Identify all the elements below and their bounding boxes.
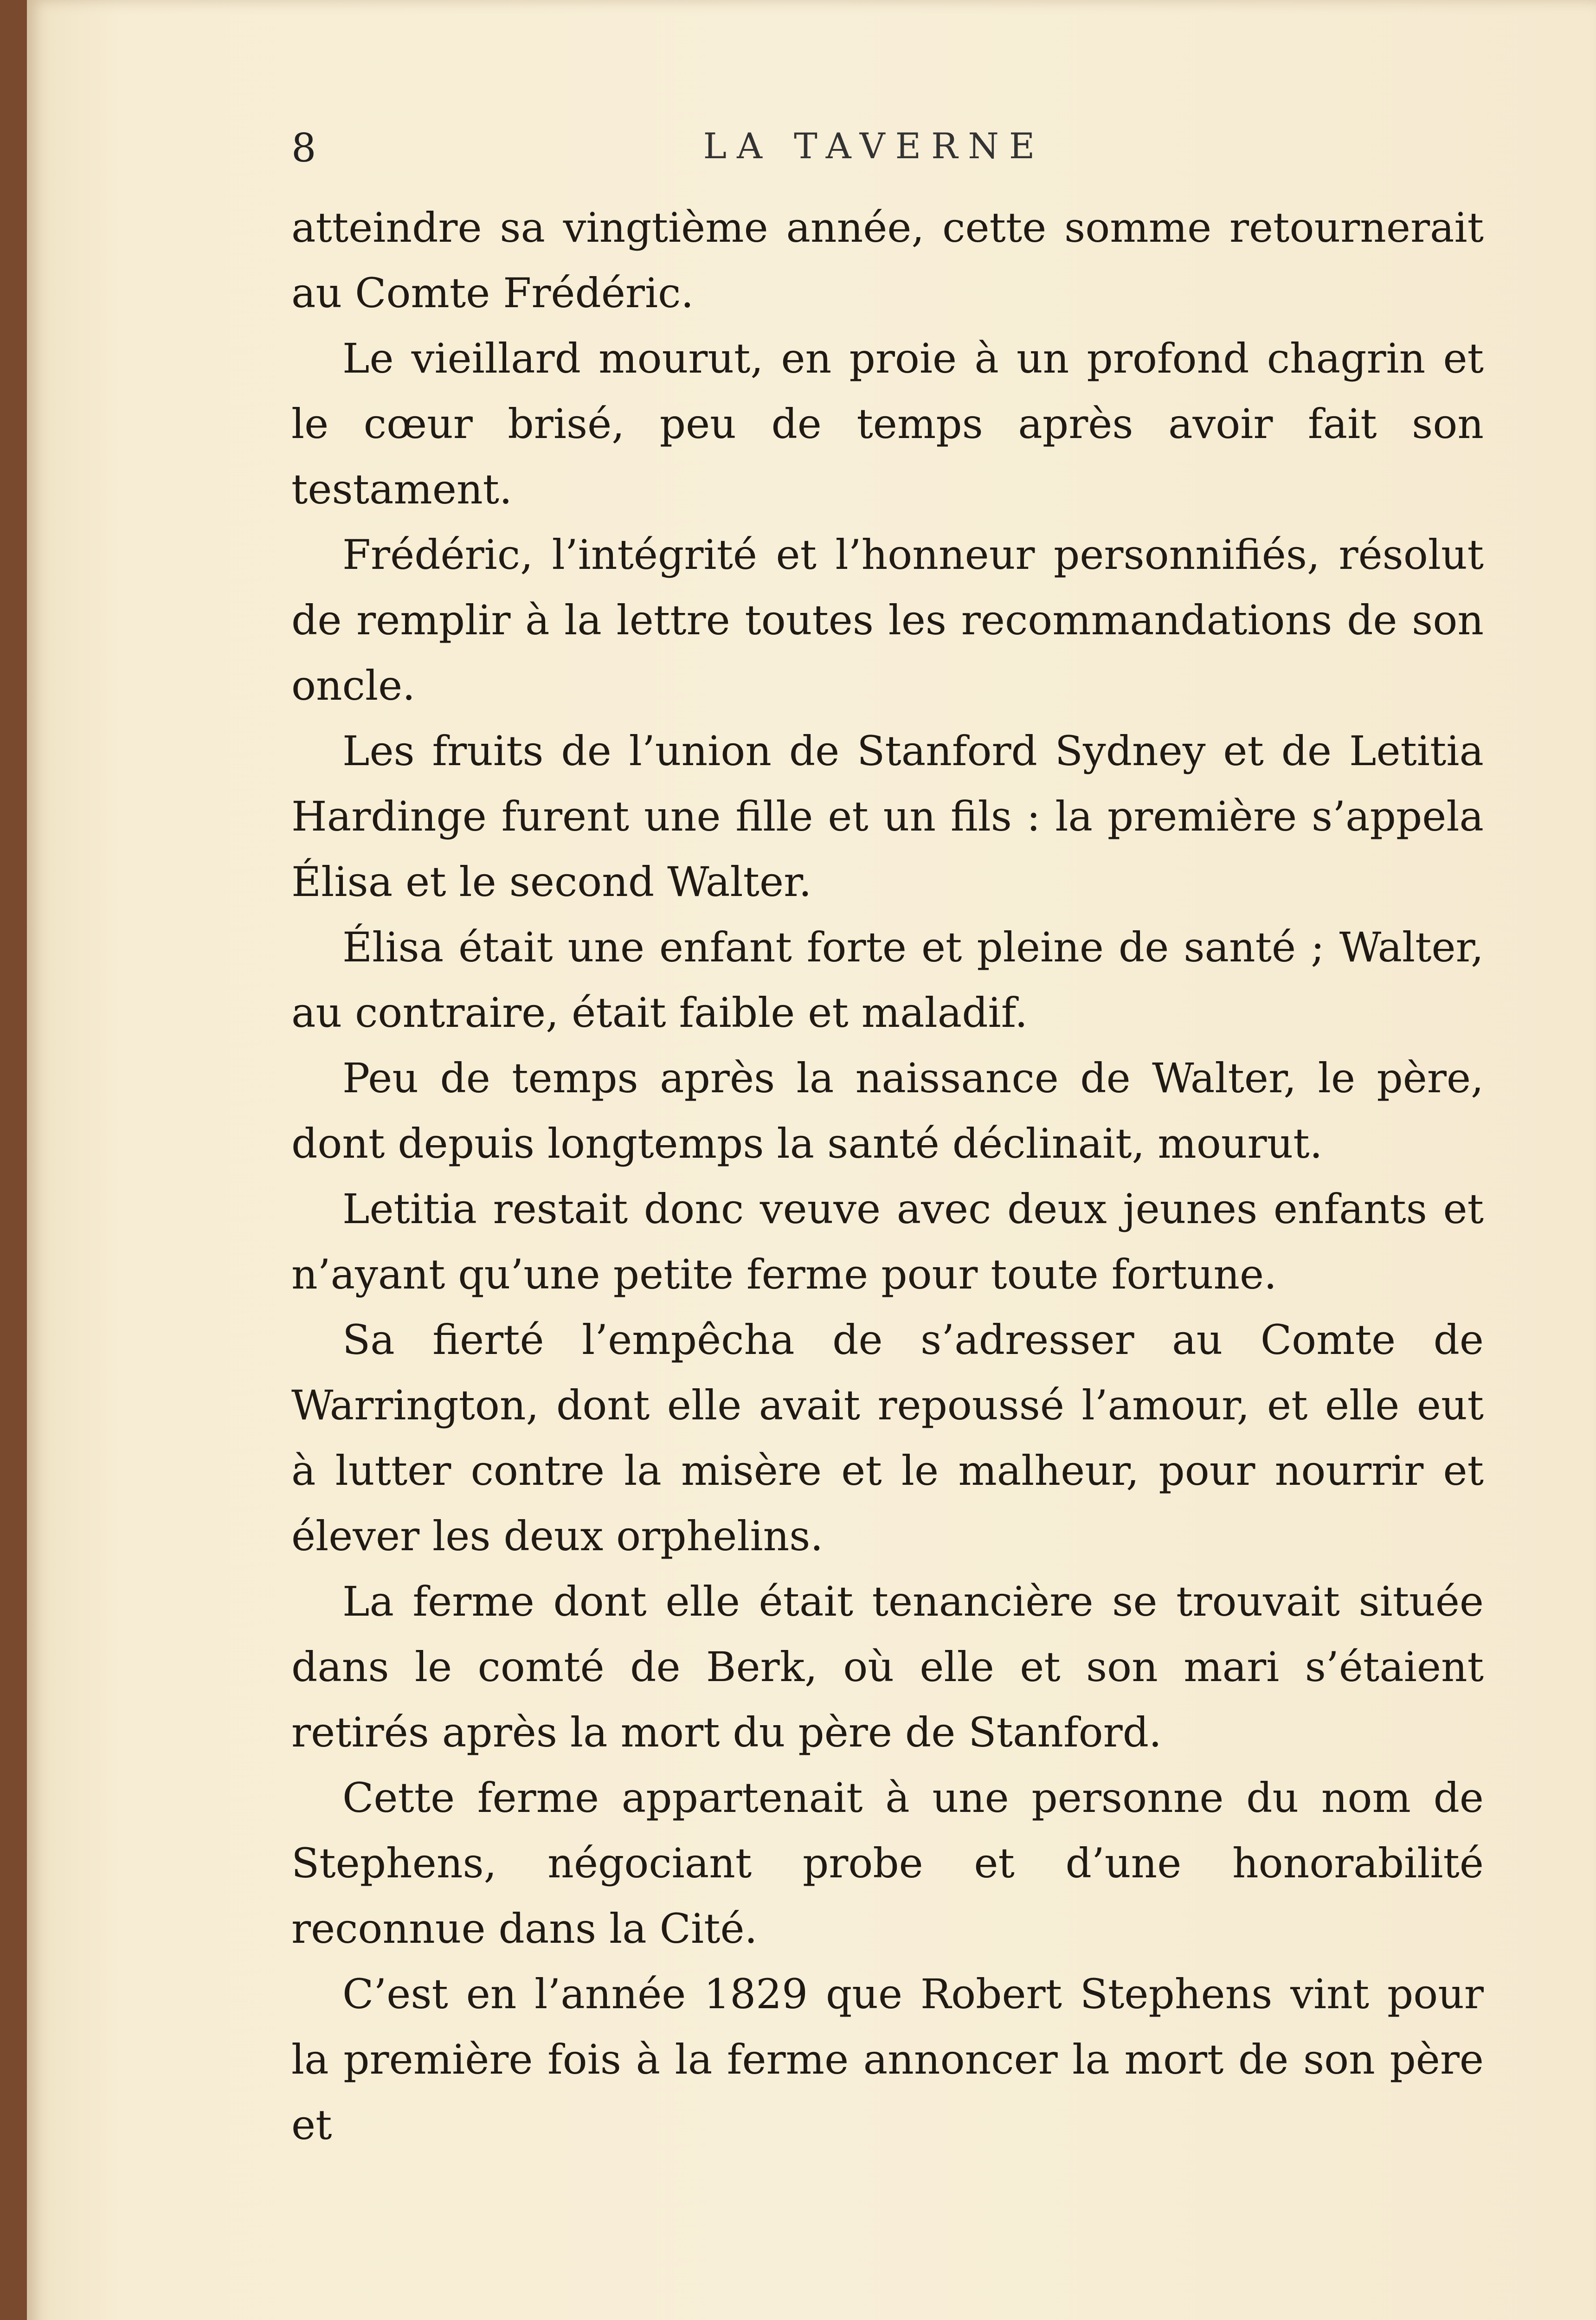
paragraph: Sa fierté l’empêcha de s’adresser au Comte de Warrington, dont elle avait repoussé l’amour, et elle eut à lutter contre la misère et le malheur, pour nourrir et élever les deux orphelins. <box>291 1316 1484 1560</box>
body-text <box>291 195 1484 2158</box>
paragraph: Élisa était une enfant forte et pleine de santé ; Walter, au contraire, était faible et maladif. <box>291 923 1484 1037</box>
page-header <box>291 125 1457 176</box>
paragraph: atteindre sa vingtième année, cette somme retournerait au Comte Frédéric. <box>291 204 1484 317</box>
paragraph: Frédéric, l’intégrité et l’honneur personnifiés, résolut de remplir à la lettre toutes les recommandations de son oncle. <box>291 531 1484 709</box>
paragraph: Letitia restait donc veuve avec deux jeunes enfants et n’ayant qu’une petite ferme pour toute fortune. <box>291 1185 1484 1298</box>
paragraph: La ferme dont elle était tenancière se trouvait située dans le comté de Berk, où elle et son mari s’étaient retirés après la mort du père de Stanford. <box>291 1578 1484 1756</box>
book-page <box>27 0 1596 2320</box>
paragraph: Les fruits de l’union de Stanford Sydney et de Letitia Hardinge furent une fille et un fils : la première s’appela Élisa et le second Walter. <box>291 727 1484 906</box>
paragraph: Cette ferme appartenait à une personne du nom de Stephens, négociant probe et d’une honorabilité reconnue dans la Cité. <box>291 1774 1484 1953</box>
paragraph: Le vieillard mourut, en proie à un profond chagrin et le cœur brisé, peu de temps après avoir fait son testament. <box>291 335 1484 513</box>
paragraph: Peu de temps après la naissance de Walter, le père, dont depuis longtemps la santé déclinait, mourut. <box>291 1054 1484 1167</box>
running-head: LA TAVERNE <box>703 125 1045 167</box>
page-number: 8 <box>291 125 316 171</box>
paragraph: C’est en l’année 1829 que Robert Stephens vint pour la première fois à la ferme annoncer la mort de son père et <box>291 1970 1484 2149</box>
